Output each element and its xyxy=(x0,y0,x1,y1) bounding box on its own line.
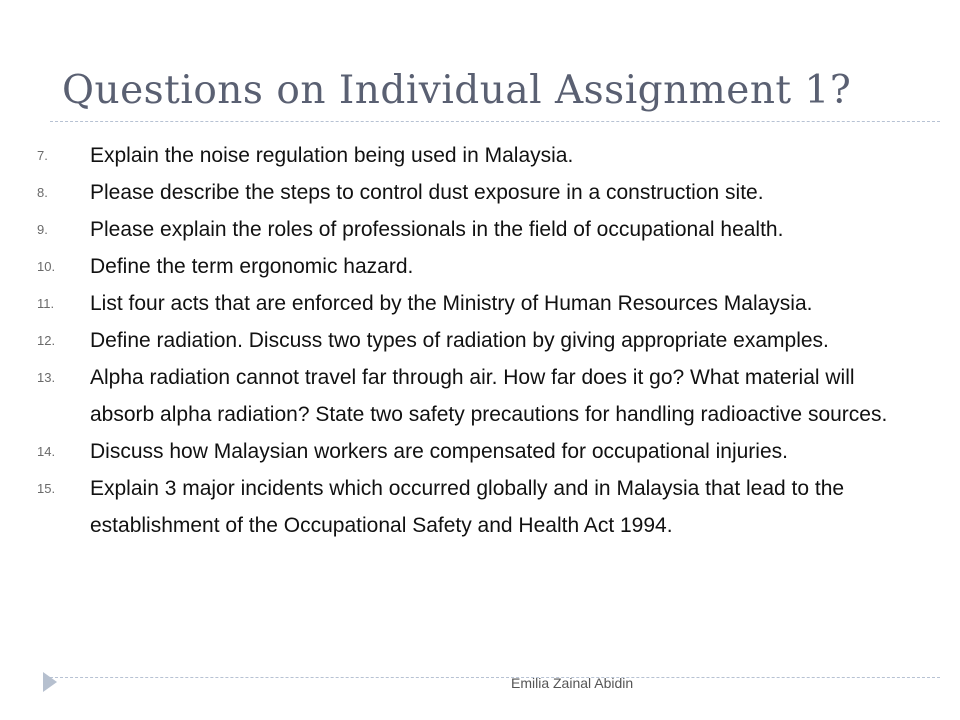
footer-author: Emilia Zainal Abidin xyxy=(511,675,634,691)
question-text: Discuss how Malaysian workers are compensated for occupational injuries. xyxy=(90,440,788,463)
question-number: 8. xyxy=(37,185,48,200)
question-number: 9. xyxy=(37,222,48,237)
question-text: List four acts that are enforced by the Ministry of Human Resources Malaysia. xyxy=(90,292,813,315)
question-item xyxy=(37,211,917,248)
title-divider xyxy=(50,121,940,122)
question-text: Please describe the steps to control dust exposure in a construction site. xyxy=(90,181,764,204)
question-item xyxy=(37,470,917,544)
question-number: 11. xyxy=(37,296,55,311)
question-item xyxy=(37,322,917,359)
question-number: 14. xyxy=(37,444,56,459)
question-text: Explain the noise regulation being used in Malaysia. xyxy=(90,144,574,167)
question-item xyxy=(37,174,917,211)
triangle-bullet-icon xyxy=(43,672,57,692)
question-item xyxy=(37,137,917,174)
question-number: 15. xyxy=(37,481,56,496)
question-item xyxy=(37,433,917,470)
question-number: 7. xyxy=(37,148,48,163)
question-text: Define radiation. Discuss two types of radiation by giving appropriate examples. xyxy=(90,329,829,352)
question-text: Define the term ergonomic hazard. xyxy=(90,255,414,278)
question-item xyxy=(37,285,917,322)
question-list xyxy=(37,137,917,544)
question-item xyxy=(37,248,917,285)
question-number: 13. xyxy=(37,370,56,385)
question-text: Alpha radiation cannot travel far through air. How far does it go? What material will absorb alpha radiation? State two safety precautions for handling radioactive sources. xyxy=(90,366,888,426)
question-text: Explain 3 major incidents which occurred globally and in Malaysia that lead to the establishment of the Occupational Safety and Health Act 1994. xyxy=(90,477,845,537)
question-text: Please explain the roles of professionals in the field of occupational health. xyxy=(90,218,784,241)
question-number: 12. xyxy=(37,333,56,348)
slide-title: Questions on Individual Assignment 1? xyxy=(62,68,852,113)
question-item xyxy=(37,359,917,433)
question-number: 10. xyxy=(37,259,56,274)
footer-divider xyxy=(50,677,940,678)
